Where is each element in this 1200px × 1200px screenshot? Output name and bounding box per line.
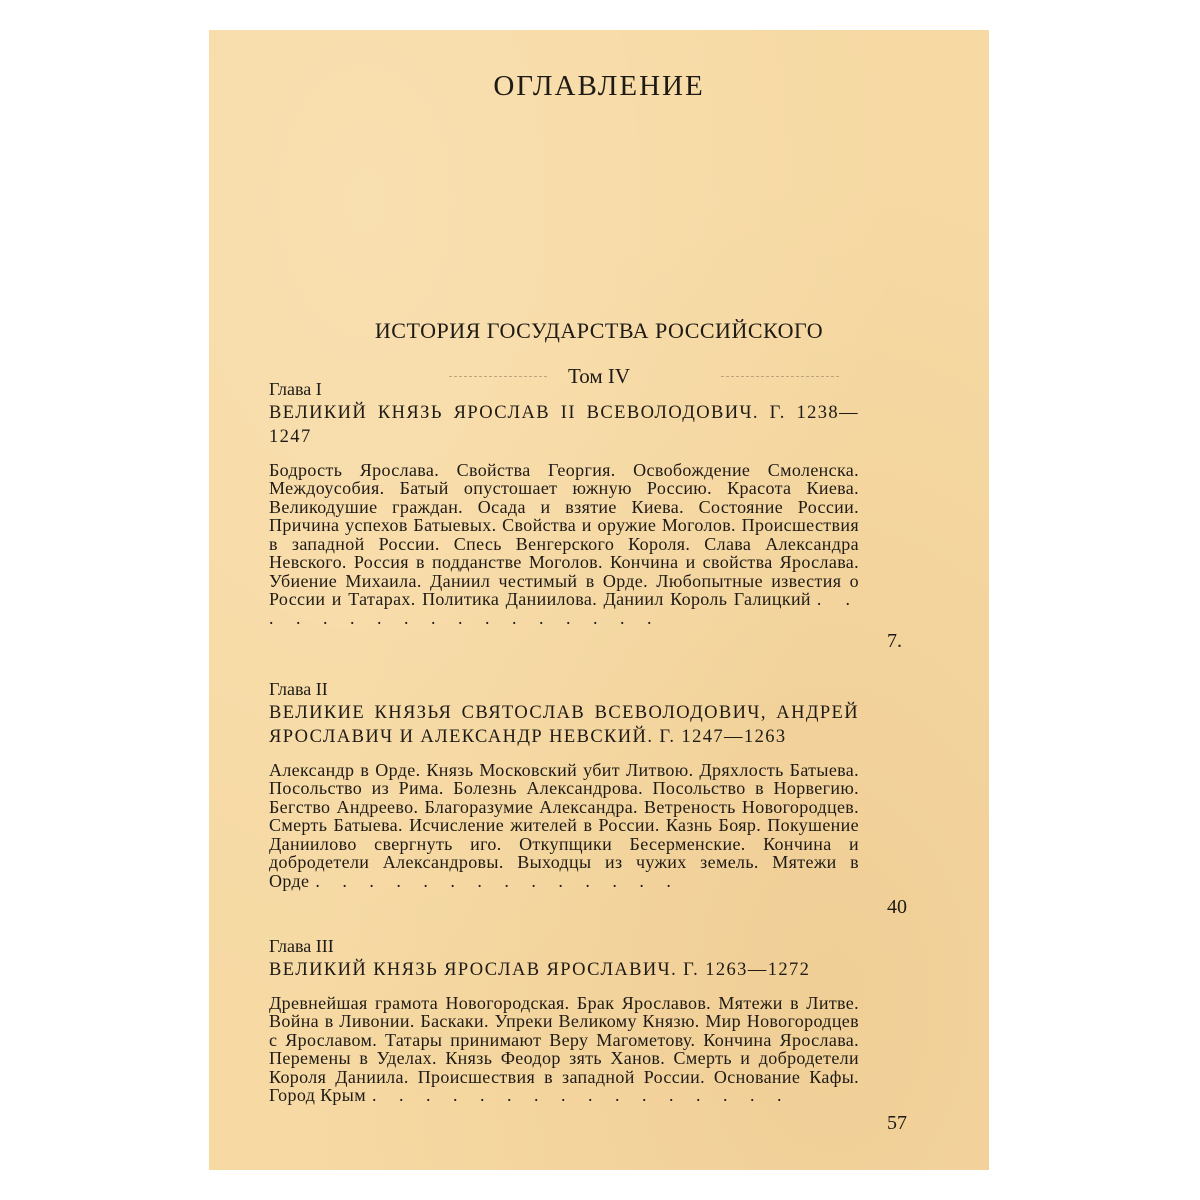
toc-entry-chapter-1 <box>269 380 859 627</box>
chapter-number: Глава III <box>269 936 334 956</box>
chapter-summary-text: Александр в Орде. Князь Московский убит Литвою. Дряхлость Батыева. Посольство из Рима. Болезнь Александрова. Посольство в Норвегию. Бегство Андреево. Благоразумие Александра. Ветреность Новогородцев. Смерть Батыева. Исчисление жителей в России. Казнь Бояр. Покушение Даниилово свергнуть иго. Откупщики Бесерменские. Кончина и добродетели Александровы. Выходцы из чужих земель. Мятежи в Орде <box>269 759 859 891</box>
chapter-summary <box>269 761 859 891</box>
chapter-summary-text: Древнейшая грамота Новогородская. Брак Ярославов. Мятежи в Литве. Война в Ливонии. Баскаки. Упреки Великому Князю. Мир Новогородцев с Ярославом. Татары принимают Веру Магометову. Кончина Ярослава. Перемены в Уделах. Князь Феодор зять Ханов. Смерть и добродетели Короля Даниила. Происшествия в западной России. Основание Кафы. Город Крым <box>269 992 859 1105</box>
chapter-summary <box>269 461 859 628</box>
toc-entry-chapter-2 <box>269 680 859 890</box>
dot-leader: . . . . . . . . . . . . . . . . . <box>269 589 860 628</box>
chapter-title: ВЕЛИКИЕ КНЯЗЬЯ СВЯТОСЛАВ ВСЕВОЛОДОВИЧ, АНДРЕЙ ЯРОСЛАВИЧ И АЛЕКСАНДР НЕВСКИЙ. Г. 1247—1263 <box>269 702 859 747</box>
chapter-page-number: 7. <box>887 630 902 652</box>
book-page <box>209 30 989 1170</box>
chapter-title: ВЕЛИКИЙ КНЯЗЬ ЯРОСЛАВ II ВСЕВОЛОДОВИЧ. Г. 1238—1247 <box>269 402 859 447</box>
dot-leader: . . . . . . . . . . . . . . . . <box>371 1085 791 1105</box>
chapter-title: ВЕЛИКИЙ КНЯЗЬ ЯРОСЛАВ ЯРОСЛАВИЧ. Г. 1263—1272 <box>269 959 811 980</box>
volume-rule-right <box>721 376 839 377</box>
toc-title: ОГЛАВЛЕНИЕ <box>493 70 705 102</box>
chapter-page-number: 57 <box>887 1112 907 1134</box>
book-title: ИСТОРИЯ ГОСУДАРСТВА РОССИЙСКОГО <box>374 318 824 343</box>
dot-leader: . . . . . . . . . . . . . . <box>315 870 680 891</box>
toc-entry-chapter-3 <box>269 937 859 1105</box>
chapter-number: Глава I <box>269 379 322 399</box>
volume-label: Том IV <box>567 364 631 388</box>
chapter-number: Глава II <box>269 679 328 699</box>
chapter-summary <box>269 994 859 1105</box>
chapter-summary-text: Бодрость Ярослава. Свойства Георгия. Освобождение Смоленска. Междоусобия. Батый опустошает южную Россию. Красота Киева. Великодушие граждан. Осада и взятие Киева. Состояние России. Причина успехов Батыевых. Свойства и оружие Моголов. Происшествия в западной России. Спесь Венгерского Короля. Слава Александра Невского. Россия в подданстве Моголов. Кончина и свойства Ярослава. Убиение Михаила. Даниил честимый в Орде. Любопытные известия о России и Татарах. Политика Даниилова. Даниил Король Галицкий <box>269 459 859 609</box>
chapter-page-number: 40 <box>887 896 907 918</box>
